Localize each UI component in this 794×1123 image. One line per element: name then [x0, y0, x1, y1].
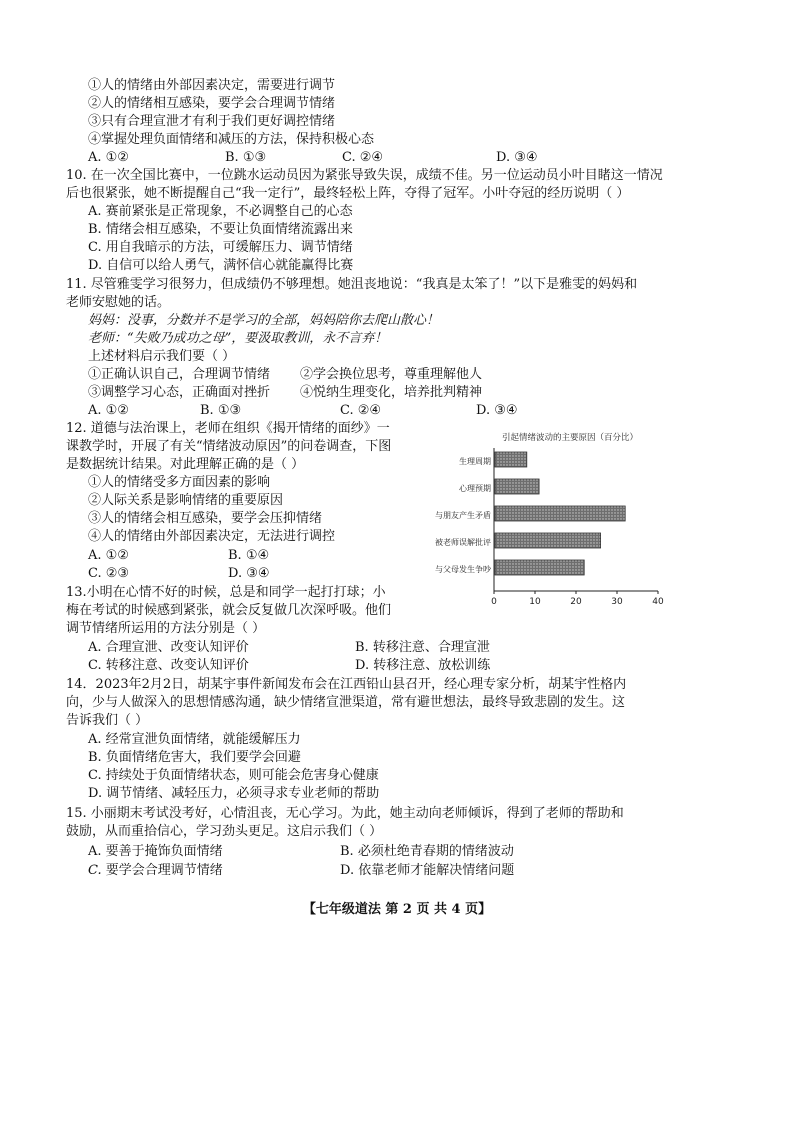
q15-choice-b: B. 必须杜绝青春期的情绪波动 — [340, 844, 514, 859]
q15-choice-c-text: 要学会合理调节情绪 — [101, 863, 223, 878]
q10-choice-c: C. 用自我暗示的方法，可缓解压力、调节情绪 — [88, 240, 353, 255]
q15-choice-c — [88, 862, 223, 880]
q12-stem-line2: 课教学时，开展了有关“情绪波动原因”的问卷调查，下图 — [66, 439, 392, 454]
q13-stem-line1: 13.小明在心情不好的时候，总是和同学一起打打球；小 — [66, 585, 386, 600]
q9-choice-a: A. ①② — [88, 150, 129, 165]
chart-category-label: 心理预期 — [459, 484, 491, 493]
q15-stem-line2: 鼓励，从而重拾信心，学习劲头更足。这启示我们（ ） — [66, 824, 383, 839]
chart-category-label: 与朋友产生矛盾 — [435, 511, 491, 520]
q9-option-3: ③只有合理宣泄才有利于我们更好调控情绪 — [88, 114, 336, 129]
q10-choice-b: B. 情绪会相互感染，不要让负面情绪流露出来 — [88, 222, 353, 237]
q12-option-2: ②人际关系是影响情绪的重要原因 — [88, 493, 284, 508]
q12-option-1: ①人的情绪受多方面因素的影响 — [88, 475, 271, 490]
q11-stem-line2: 老师安慰她的话。 — [66, 295, 171, 310]
q11-choice-c: C. ②④ — [340, 403, 382, 418]
q12-choice-d: D. ③④ — [228, 566, 270, 581]
chart-category-label: 生理周期 — [459, 457, 491, 466]
q14-choice-c: C. 持续处于负面情绪状态，则可能会危害身心健康 — [88, 768, 379, 783]
q9-option-1: ①人的情绪由外部因素决定，需要进行调节 — [88, 78, 336, 93]
chart-x-tick-label: 20 — [570, 597, 582, 607]
q11-option-4: ④悦纳生理变化，培养批判精神 — [300, 385, 483, 400]
q11-mom-quote: 妈妈：没事，分数并不是学习的全部，妈妈陪你去爬山散心！ — [88, 313, 440, 328]
q14-choice-a: A. 经常宣泄负面情绪，就能缓解压力 — [88, 732, 301, 747]
q10-choice-a: A. 赛前紧张是正常现象，不必调整自己的心态 — [88, 204, 353, 219]
q11-choice-a: A. ①② — [88, 403, 129, 418]
q12-option-3: ③人的情绪会相互感染，要学会压抑情绪 — [88, 511, 323, 526]
q11-stem-line1: 11. 尽管雅雯学习很努力，但成绩仍不够理想。她沮丧地说：“我真是太笨了！”以下是雅雯的妈妈和 — [66, 277, 638, 292]
chart-title: 引起情绪波动的主要原因（百分比） — [502, 433, 639, 443]
q9-choice-d: D. ③④ — [496, 150, 538, 165]
q11-teacher-quote: 老师：“失败乃成功之母”，要汲取教训，永不言弃！ — [88, 331, 388, 346]
page-footer: 【七年级道法 第 2 页 共 4 页】 — [302, 902, 492, 917]
q13-choice-b: B. 转移注意、合理宣泄 — [355, 640, 490, 655]
q10-stem-line1: 10. 在一次全国比赛中，一位跳水运动员因为紧张导致失误，成绩不佳。另一位运动员小叶目睹这一情况 — [66, 168, 663, 183]
q15-choice-a: A. 要善于掩饰负面情绪 — [88, 844, 223, 859]
q13-choice-d: D. 转移注意、放松训练 — [355, 658, 491, 673]
q15-stem-line1: 15. 小丽期末考试没考好，心情沮丧，无心学习。为此，她主动向老师倾诉，得到了老师的帮助和 — [66, 806, 624, 821]
q11-option-3: ③调整学习心态，正确面对挫折 — [88, 385, 271, 400]
q13-stem-line3: 调节情绪所运用的方法分别是（ ） — [66, 621, 266, 636]
q11-choice-d: D. ③④ — [476, 403, 518, 418]
q12-option-4: ④人的情绪由外部因素决定，无法进行调控 — [88, 529, 336, 544]
q11-choice-b: B. ①③ — [200, 403, 242, 418]
chart-x-tick-label: 10 — [529, 597, 541, 607]
chart-bar — [495, 533, 601, 548]
q11-question: 上述材料启示我们要（ ） — [88, 349, 236, 364]
chart-bar — [495, 452, 527, 467]
q15-choice-d: D. 依靠老师才能解决情绪问题 — [340, 863, 515, 878]
q9-choice-b: B. ①③ — [225, 150, 267, 165]
emotion-cause-bar-chart — [410, 428, 670, 607]
q13-choice-a: A. 合理宣泄、改变认知评价 — [88, 640, 249, 655]
q12-choice-b: B. ①④ — [228, 548, 270, 563]
q14-stem-line3: 告诉我们（ ） — [66, 713, 149, 728]
q11-option-2: ②学会换位思考，尊重理解他人 — [300, 367, 483, 382]
q12-stem-line1: 12. 道德与法治课上，老师在组织《揭开情绪的面纱》一 — [66, 421, 390, 436]
q14-choice-b: B. 负面情绪危害大，我们要学会回避 — [88, 750, 301, 765]
chart-bar — [495, 479, 539, 494]
q13-stem-line2: 梅在考试的时候感到紧张，就会反复做几次深呼吸。他们 — [66, 603, 392, 618]
q12-stem-line3: 是数据统计结果。对此理解正确的是（ ） — [66, 457, 305, 472]
chart-bar — [495, 506, 625, 521]
q9-option-2: ②人的情绪相互感染，要学会合理调节情绪 — [88, 96, 336, 111]
chart-x-tick-label: 30 — [611, 597, 623, 607]
q14-stem-line1: 14．2023年2月2日，胡某宇事件新闻发布会在江西铅山县召开，经心理专家分析，胡某宇性格内 — [66, 677, 627, 692]
chart-x-tick-label: 40 — [652, 597, 664, 607]
q13-choice-c: C. 转移注意、改变认知评价 — [88, 658, 249, 673]
q9-option-4: ④掌握处理负面情绪和减压的方法，保持积极心态 — [88, 132, 375, 147]
q9-choice-c: C. ②④ — [342, 150, 384, 165]
q10-stem-line2: 后也很紧张，她不断提醒自己“我一定行”，最终轻松上阵，夺得了冠军。小叶夺冠的经历说明（ ） — [66, 186, 630, 201]
q10-choice-d: D. 自信可以给人勇气，满怀信心就能赢得比赛 — [88, 258, 354, 273]
q14-stem-line2: 向，少与人做深入的思想情感沟通，缺少情绪宣泄渠道，常有避世想法，最终导致悲剧的发生。这 — [66, 695, 626, 710]
chart-category-label: 与父母发生争吵 — [435, 565, 491, 574]
q11-option-1: ①正确认识自己，合理调节情绪 — [88, 367, 271, 382]
q14-choice-d: D. 调节情绪、减轻压力，必须寻求专业老师的帮助 — [88, 786, 380, 801]
chart-bar — [495, 560, 584, 575]
q15-choice-c-letter: C. — [88, 863, 102, 878]
chart-category-label: 被老师误解批评 — [435, 538, 491, 547]
chart-x-tick-label: 0 — [491, 597, 497, 607]
q12-choice-a: A. ①② — [88, 548, 129, 563]
q12-choice-c: C. ②③ — [88, 566, 130, 581]
